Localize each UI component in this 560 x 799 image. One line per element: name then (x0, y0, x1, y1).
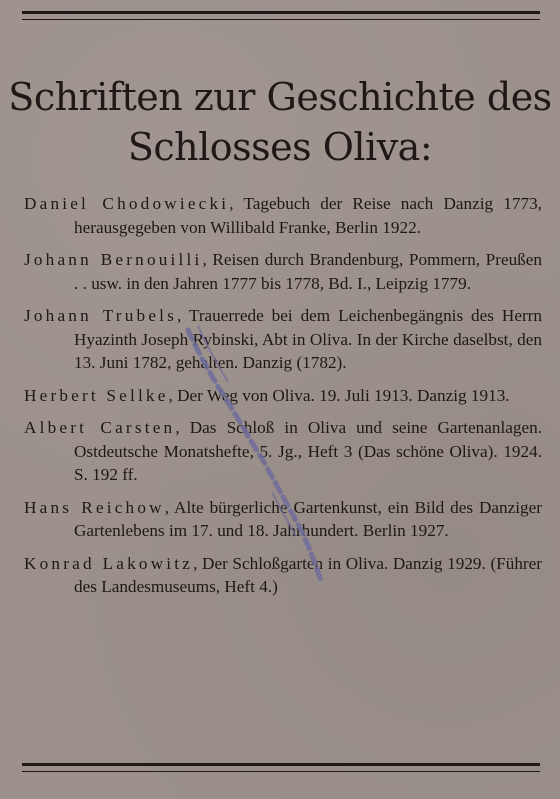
entry-author: Herbert Sellke (24, 385, 169, 405)
entry-author: Johann Trubels (24, 306, 178, 325)
entry-text: , Trauerrede bei dem Leichenbegängnis des Herrn Hyazinth Joseph Rybinski, Abt in Oliva. In der Kirche daselbst, den 13. Juni 1782, gehalten. Danzig (1782). (74, 306, 542, 372)
bibliography-list (24, 192, 542, 608)
entry-text: , Reisen durch Brandenburg, Pommern, Preußen . . usw. in den Jahren 1777 bis 1778, Bd. I., Leipzig 1779. (74, 250, 542, 293)
bottom-double-rule (22, 763, 540, 772)
bibliography-entry (24, 416, 542, 487)
bibliography-entry (24, 384, 542, 408)
title-line-2: Schlosses Oliva: (127, 125, 433, 169)
title-line-1: Schriften zur Geschichte des (8, 75, 552, 119)
entry-text: , Tagebuch der Reise nach Danzig 1773, herausgegeben von Willibald Franke, Berlin 1922. (74, 194, 542, 237)
entry-author: Johann Bernouilli (24, 250, 203, 269)
entry-author: Hans Reichow (24, 497, 165, 517)
top-double-rule (22, 11, 540, 20)
bibliography-entry (24, 304, 542, 375)
bibliography-entry (24, 496, 542, 543)
entry-author: Konrad Lakowitz (24, 553, 194, 573)
entry-text: , Der Schloßgarten in Oliva. Danzig 1929. (Führer des Landesmuseums, Heft 4.) (74, 553, 543, 596)
bibliography-entry (24, 192, 542, 239)
entry-author: Albert Carsten (24, 418, 176, 437)
bibliography-entry (24, 248, 542, 295)
entry-text: , Das Schloß in Oliva und seine Gartenanlagen. Ostdeutsche Monatshefte, 5. Jg., Heft 3 (Das schöne Oliva). 1924. S. 192 ff. (74, 418, 542, 484)
page-title (0, 72, 560, 172)
entry-author: Daniel Chodowiecki (24, 194, 230, 213)
entry-text: , Alte bürgerliche Gartenkunst, ein Bild des Danziger Gartenlebens im 17. und 18. Jahrhundert. Berlin 1927. (74, 497, 542, 540)
entry-text: , Der Weg von Oliva. 19. Juli 1913. Danzig 1913. (168, 385, 510, 405)
bibliography-entry (24, 552, 542, 599)
